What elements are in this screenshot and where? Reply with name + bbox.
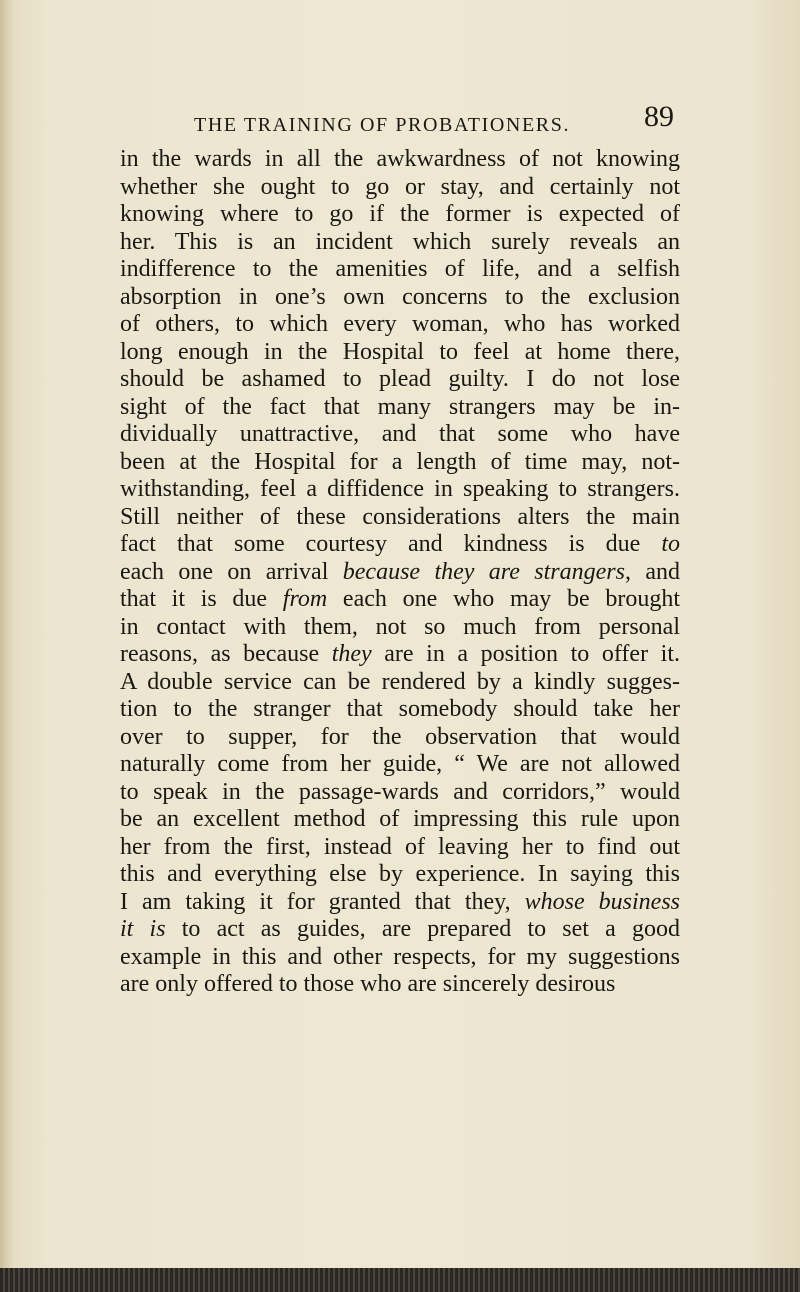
text-line xyxy=(120,421,680,449)
text-line xyxy=(120,256,680,284)
text-segment: Still neither of these considerations alters the main xyxy=(120,503,680,530)
text-line xyxy=(120,696,680,724)
text-line xyxy=(120,559,680,587)
text-line xyxy=(120,284,680,312)
text-line xyxy=(120,476,680,504)
scan-bottom-edge xyxy=(0,1268,800,1292)
text-segment: been at the Hospital for a length of time may, not- xyxy=(120,448,680,475)
text-line xyxy=(120,174,680,202)
text-segment: that it is due xyxy=(120,586,283,612)
running-head: THE TRAINING OF PROBATIONERS. xyxy=(194,114,571,136)
text-segment: should be ashamed to plead guilty. I do not lose xyxy=(120,366,680,392)
text-segment: naturally come from her guide, “ We are not allowed xyxy=(120,751,680,777)
text-segment: each one on arrival xyxy=(120,558,343,585)
text-segment: I am taking it for granted that they, xyxy=(120,888,525,915)
page-header xyxy=(194,100,674,146)
text-line xyxy=(120,724,680,752)
italic-segment: from xyxy=(282,586,328,612)
text-segment: her from the first, instead of leaving her to find out xyxy=(120,833,680,860)
text-line xyxy=(120,614,680,642)
text-line xyxy=(120,779,680,807)
italic-segment: whose business xyxy=(524,888,680,915)
text-segment: sight of the fact that many strangers may be in- xyxy=(120,393,680,420)
text-line xyxy=(120,751,680,779)
text-segment: A double service can be rendered by a kindly sugges- xyxy=(120,668,680,695)
text-segment: each one who may be brought xyxy=(327,586,680,612)
text-segment: this and everything else by experience. In saying this xyxy=(120,861,680,887)
text-segment: to act as guides, are prepared to set a good xyxy=(165,916,681,942)
page-number: 89 xyxy=(644,100,674,133)
text-line xyxy=(120,944,680,972)
text-segment: example in this and other respects, for my suggestions xyxy=(120,943,680,970)
text-segment: fact that some courtesy and kindness is due xyxy=(120,531,662,557)
text-line xyxy=(120,146,680,174)
text-segment: withstanding, feel a diffidence in speaking to strangers. xyxy=(120,476,680,502)
text-segment: her. This is an incident which surely reveals an xyxy=(120,228,680,255)
text-line xyxy=(120,531,680,559)
text-segment: of others, to which every woman, who has worked xyxy=(120,311,680,337)
text-segment: be an excellent method of impressing this rule upon xyxy=(120,806,680,832)
text-line xyxy=(120,366,680,394)
page-gutter-shadow xyxy=(0,0,14,1292)
text-segment: knowing where to go if the former is expected of xyxy=(120,201,680,227)
text-segment: tion to the stranger that somebody should take her xyxy=(120,696,680,722)
italic-segment: because they are strangers xyxy=(342,558,625,585)
text-line xyxy=(120,806,680,834)
text-line xyxy=(120,339,680,367)
text-segment: are in a position to offer it. xyxy=(371,641,680,667)
text-line xyxy=(120,449,680,477)
text-segment: indifference to the amenities of life, and a selfish xyxy=(120,256,680,282)
text-line xyxy=(120,201,680,229)
text-line xyxy=(120,394,680,422)
text-line xyxy=(120,641,680,669)
text-line xyxy=(120,916,680,944)
text-segment: absorption in one’s own concerns to the exclusion xyxy=(120,283,680,310)
text-line xyxy=(120,586,680,614)
text-segment: , and xyxy=(624,558,681,585)
body-text xyxy=(120,146,680,999)
italic-segment: to xyxy=(661,531,680,557)
text-segment: in the wards in all the awkwardness of not knowing xyxy=(120,146,680,172)
text-segment: to speak in the passage-wards and corridors,” would xyxy=(120,778,680,805)
text-line xyxy=(120,971,680,999)
text-segment: over to supper, for the observation that would xyxy=(120,723,680,750)
text-line xyxy=(120,861,680,889)
text-line xyxy=(120,311,680,339)
italic-segment: it is xyxy=(120,916,166,942)
text-line xyxy=(120,834,680,862)
text-line xyxy=(120,889,680,917)
text-line xyxy=(120,504,680,532)
text-line xyxy=(120,669,680,697)
text-segment: reasons, as because xyxy=(120,641,332,667)
italic-segment: they xyxy=(331,641,372,667)
text-segment: are only offered to those who are sincerely desirous xyxy=(120,971,616,997)
text-segment: whether she ought to go or stay, and certainly not xyxy=(120,173,680,200)
text-segment: in contact with them, not so much from personal xyxy=(120,613,680,640)
text-line xyxy=(120,229,680,257)
text-segment: long enough in the Hospital to feel at home there, xyxy=(120,338,680,365)
text-segment: dividually unattractive, and that some who have xyxy=(120,421,680,447)
